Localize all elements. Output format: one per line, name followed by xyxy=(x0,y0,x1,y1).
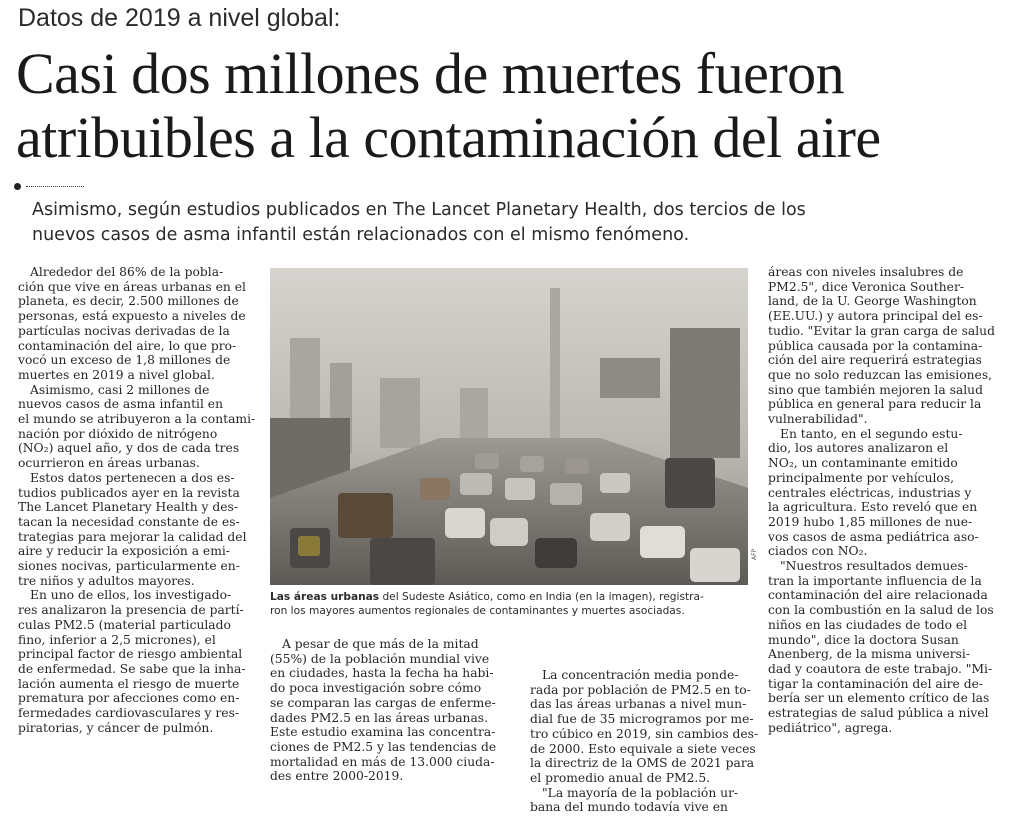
text-line: niños en las ciudades de todo el xyxy=(768,617,968,632)
text-line: "Nuestros resultados demues- xyxy=(780,559,968,574)
text-line: "La mayoría de la población ur- xyxy=(542,785,739,800)
photo-illustration xyxy=(270,268,748,585)
text-line: do poca investigación sobre cómo xyxy=(270,681,482,696)
text-line: el mundo se atribuyeron a la contami- xyxy=(18,412,256,427)
text-line: sino que también mejoren la salud xyxy=(768,382,983,397)
text-line: lación aumenta el riesgo de muerte xyxy=(18,676,240,691)
caption-text: del Sudeste Asiático, como en India (en la imagen), registra- xyxy=(379,591,704,603)
text-line: res analizaron la presencia de partí- xyxy=(18,603,244,618)
text-line: ciones de PM2.5 y las tendencias de xyxy=(270,739,497,754)
text-line: la directriz de la OMS de 2021 para xyxy=(530,756,755,771)
caption-line xyxy=(270,590,750,604)
text-line: NO₂, un contaminante emitido xyxy=(768,456,958,471)
text-line: pública en general para reducir la xyxy=(768,397,982,412)
deck-subtitle xyxy=(32,198,992,248)
text-line: tacan la necesidad constante de es- xyxy=(18,514,240,529)
text-line: contaminación del aire relacionada xyxy=(768,588,988,603)
text-line: nuevos casos de asma infantil en xyxy=(18,397,224,412)
text-line: que no solo reduzcan las emisiones, xyxy=(768,367,993,382)
text-line: contaminación del aire, lo que pro- xyxy=(18,338,237,353)
text-line: ción del aire requerirá estrategias xyxy=(768,353,982,368)
text-line: de enfermedad. Se sabe que la inha- xyxy=(18,661,246,676)
text-line: vos casos de asma pediátrica aso- xyxy=(768,529,979,544)
text-line: tran la importante influencia de la xyxy=(768,573,982,588)
text-line: dad y coautora de este trabajo. "Mi- xyxy=(768,661,993,676)
dotted-rule xyxy=(26,186,84,187)
text-line: tudios publicados ayer en la revista xyxy=(18,485,240,500)
text-line: la agricultura. Esto reveló que en xyxy=(768,500,978,515)
text-line: En tanto, en el segundo estu- xyxy=(780,426,963,441)
text-line: fino, inferior a 2,5 micrones), el xyxy=(18,632,216,647)
text-line: dial fue de 35 microgramos por me- xyxy=(530,712,754,727)
kicker: Datos de 2019 a nivel global: xyxy=(18,4,341,32)
text-line: fermedades cardiovasculares y res- xyxy=(18,706,240,721)
text-line: nación por dióxido de nitrógeno xyxy=(18,426,218,441)
text-line: land, de la U. George Washington xyxy=(768,294,977,309)
deck-line: Asimismo, según estudios publicados en The Lancet Planetary Health, dos tercios de los xyxy=(32,200,806,220)
text-line: áreas con niveles insalubres de xyxy=(768,265,964,279)
text-line: des entre 2000-2019. xyxy=(270,769,404,784)
text-line: En uno de ellos, los investigado- xyxy=(30,588,232,603)
text-line: personas, está expuesto a niveles de xyxy=(18,309,246,324)
text-line: Este estudio examina las concentra- xyxy=(270,725,496,740)
text-line: tro cúbico en 2019, sin cambios des- xyxy=(530,726,759,741)
text-line: das las áreas urbanas a nivel mun- xyxy=(530,697,747,712)
text-line: trategias para mejorar la calidad del xyxy=(18,529,247,544)
text-line: Alrededor del 86% de la pobla- xyxy=(30,265,224,279)
text-line: prematura por afecciones como en- xyxy=(18,691,240,706)
text-line: Asimismo, casi 2 millones de xyxy=(30,382,210,397)
text-line: (EE.UU.) y autora principal del es- xyxy=(768,309,983,324)
text-line: se comparan las cargas de enferme- xyxy=(270,695,496,710)
text-line: principalmente por vehículos, xyxy=(768,470,955,485)
caption-bold: Las áreas urbanas xyxy=(270,591,380,603)
text-line: ocurrieron en áreas urbanas. xyxy=(18,456,200,471)
text-line: piratorias, y cáncer de pulmón. xyxy=(18,720,214,735)
column-2 xyxy=(270,637,518,784)
text-line: culas PM2.5 (material particulado xyxy=(18,617,231,632)
text-line: estrategias de salud pública a nivel xyxy=(768,706,989,721)
text-line: rada por población de PM2.5 en to- xyxy=(530,682,751,697)
photo-credit: AFP xyxy=(751,548,758,560)
column-1 xyxy=(18,265,262,736)
column-3 xyxy=(530,668,770,815)
text-line: pediátrico", agrega. xyxy=(768,720,893,735)
text-line: planeta, es decir, 2.500 millones de xyxy=(18,294,239,309)
text-line: vulnerabilidad". xyxy=(768,412,868,427)
text-line: el promedio anual de PM2.5. xyxy=(530,770,711,785)
text-line: mortalidad en más de 13.000 ciuda- xyxy=(270,754,495,769)
text-line: The Lancet Planetary Health y des- xyxy=(18,500,238,515)
text-line: tigar la contaminación del aire de- xyxy=(768,676,984,691)
text-line: ción que vive en áreas urbanas en el xyxy=(18,279,246,294)
text-line: La concentración media ponde- xyxy=(542,668,739,682)
text-line: PM2.5", dice Veronica Souther- xyxy=(768,279,964,294)
text-line: de 2000. Esto equivale a siete veces xyxy=(530,741,756,756)
text-line: 2019 hubo 1,85 millones de nue- xyxy=(768,514,973,529)
text-line: Estos datos pertenecen a dos es- xyxy=(30,470,235,485)
text-line: pública causada por la contamina- xyxy=(768,338,983,353)
text-line: siones nocivas, particularmente en- xyxy=(18,559,240,574)
text-line: dio, los autores analizaron el xyxy=(768,441,949,456)
text-line: mundo", dice la doctora Susan xyxy=(768,632,959,647)
text-line: partículas nocivas derivadas de la xyxy=(18,323,230,338)
column-4 xyxy=(768,265,1012,736)
text-line: bana del mundo todavía vive en xyxy=(530,800,728,815)
headline-line: atribuibles a la contaminación del aire xyxy=(16,105,881,170)
text-line: A pesar de que más de la mitad xyxy=(282,637,479,651)
headline xyxy=(16,42,1016,170)
text-line: Anenberg, de la misma universi- xyxy=(768,647,971,662)
text-line: (NO₂) aquel año, y dos de cada tres xyxy=(18,441,240,456)
text-line: vocó un exceso de 1,8 millones de xyxy=(18,353,231,368)
text-line: con la combustión en la salud de los xyxy=(768,603,994,618)
text-line: bería ser un elemento crítico de las xyxy=(768,691,990,706)
text-line: tre niños y adultos mayores. xyxy=(18,573,195,588)
traffic-smog-photo xyxy=(270,268,748,585)
text-line: (55%) de la población mundial vive xyxy=(270,651,490,666)
text-line: ciados con NO₂. xyxy=(768,544,868,559)
text-line: muertes en 2019 a nivel global. xyxy=(18,367,215,382)
text-line: aire y reducir la exposición a emi- xyxy=(18,544,230,559)
text-line: dades PM2.5 en las áreas urbanas. xyxy=(270,710,488,725)
text-line: principal factor de riesgo ambiental xyxy=(18,647,243,662)
bullet-dot xyxy=(14,183,21,190)
deck-line: nuevos casos de asma infantil están relacionados con el mismo fenómeno. xyxy=(32,225,690,245)
text-line: en ciudades, hasta la fecha ha habi- xyxy=(270,666,494,681)
text-line: tudio. "Evitar la gran carga de salud xyxy=(768,323,995,338)
headline-line: Casi dos millones de muertes fueron xyxy=(16,41,845,106)
caption-line: ron los mayores aumentos regionales de contaminantes y muertes asociadas. xyxy=(270,605,685,617)
text-line: centrales eléctricas, industrias y xyxy=(768,485,972,500)
photo-caption xyxy=(270,590,750,618)
